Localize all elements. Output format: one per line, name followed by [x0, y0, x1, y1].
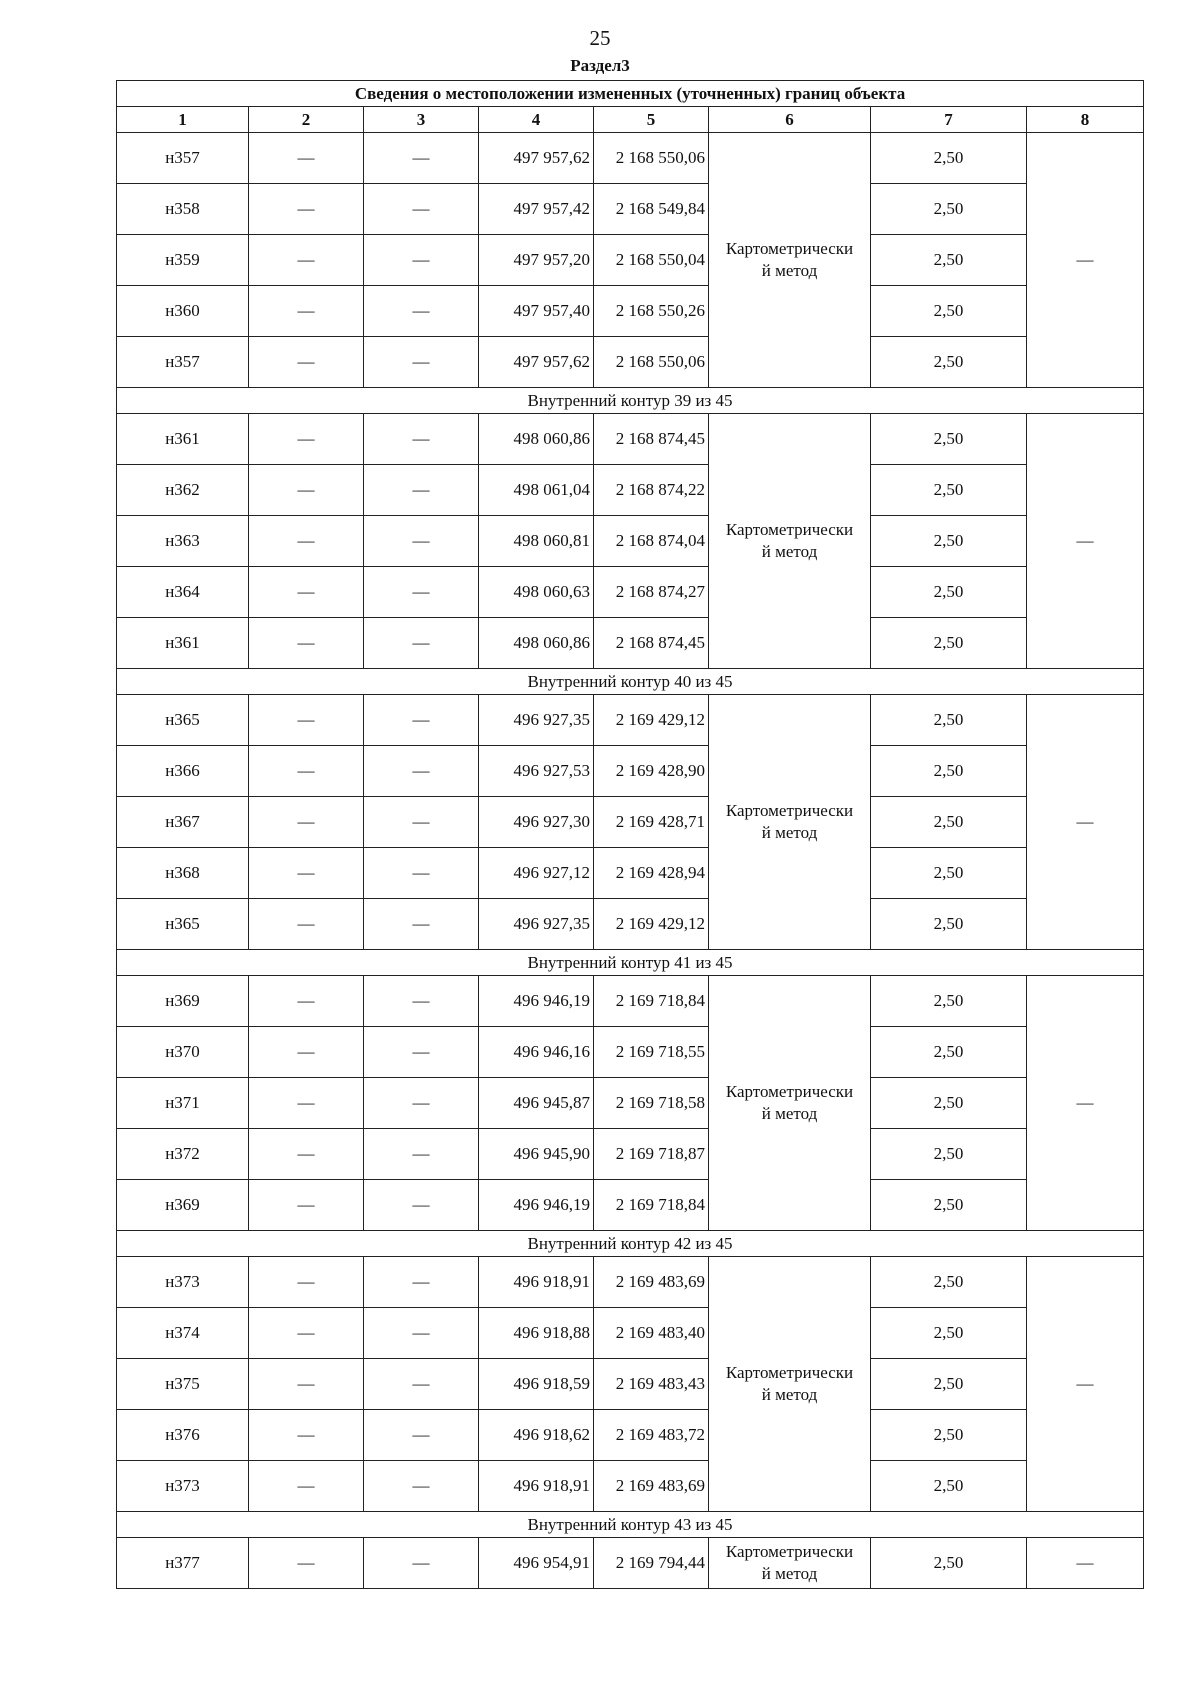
column-number: 6	[709, 107, 871, 133]
point-id-cell: н377	[117, 1538, 249, 1589]
x-coordinate-cell: 496 927,35	[479, 695, 594, 746]
column-number: 7	[871, 107, 1027, 133]
x-coordinate-cell: 496 927,35	[479, 899, 594, 950]
x-coordinate-cell: 496 918,91	[479, 1257, 594, 1308]
col2-cell: —	[249, 1078, 364, 1129]
y-coordinate-cell: 2 168 874,45	[594, 414, 709, 465]
y-coordinate-cell: 2 169 483,69	[594, 1461, 709, 1512]
col2-cell: —	[249, 1180, 364, 1231]
col3-cell: —	[364, 1129, 479, 1180]
col8-cell: —	[1027, 695, 1144, 950]
x-coordinate-cell: 497 957,42	[479, 184, 594, 235]
column-number: 1	[117, 107, 249, 133]
contour-header-row	[117, 950, 1144, 976]
col3-cell: —	[364, 618, 479, 669]
method-text-line: й метод	[761, 1564, 818, 1583]
y-coordinate-cell: 2 169 428,71	[594, 797, 709, 848]
x-coordinate-cell: 496 918,59	[479, 1359, 594, 1410]
accuracy-cell: 2,50	[871, 797, 1027, 848]
table-row	[117, 1410, 1144, 1461]
column-number: 3	[364, 107, 479, 133]
x-coordinate-cell: 496 946,19	[479, 1180, 594, 1231]
col3-cell: —	[364, 235, 479, 286]
table-row	[117, 414, 1144, 465]
accuracy-cell: 2,50	[871, 337, 1027, 388]
accuracy-cell: 2,50	[871, 976, 1027, 1027]
x-coordinate-cell: 496 927,30	[479, 797, 594, 848]
y-coordinate-cell: 2 169 428,90	[594, 746, 709, 797]
table-row	[117, 618, 1144, 669]
col8-cell: —	[1027, 414, 1144, 669]
method-text-line: й метод	[761, 823, 818, 842]
point-id-cell: н360	[117, 286, 249, 337]
accuracy-cell: 2,50	[871, 133, 1027, 184]
contour-label: Внутренний контур 39 из 45	[117, 388, 1144, 414]
point-id-cell: н359	[117, 235, 249, 286]
y-coordinate-cell: 2 168 874,04	[594, 516, 709, 567]
boundary-coordinates-table	[116, 80, 1144, 1589]
column-number-row	[117, 107, 1144, 133]
column-number: 5	[594, 107, 709, 133]
method-text-line: Картометрически	[725, 1082, 854, 1101]
point-id-cell: н361	[117, 414, 249, 465]
col2-cell: —	[249, 235, 364, 286]
column-number: 2	[249, 107, 364, 133]
y-coordinate-cell: 2 169 718,84	[594, 1180, 709, 1231]
col3-cell: —	[364, 414, 479, 465]
method-cell	[709, 133, 871, 388]
y-coordinate-cell: 2 169 483,43	[594, 1359, 709, 1410]
point-id-cell: н373	[117, 1461, 249, 1512]
column-number: 8	[1027, 107, 1144, 133]
accuracy-cell: 2,50	[871, 1461, 1027, 1512]
accuracy-cell: 2,50	[871, 899, 1027, 950]
accuracy-cell: 2,50	[871, 848, 1027, 899]
table-row	[117, 1180, 1144, 1231]
y-coordinate-cell: 2 169 483,72	[594, 1410, 709, 1461]
col2-cell: —	[249, 797, 364, 848]
contour-header-row	[117, 388, 1144, 414]
accuracy-cell: 2,50	[871, 235, 1027, 286]
point-id-cell: н371	[117, 1078, 249, 1129]
point-id-cell: н362	[117, 465, 249, 516]
y-coordinate-cell: 2 169 718,84	[594, 976, 709, 1027]
col3-cell: —	[364, 695, 479, 746]
x-coordinate-cell: 497 957,62	[479, 133, 594, 184]
method-cell	[709, 414, 871, 669]
point-id-cell: н357	[117, 337, 249, 388]
col3-cell: —	[364, 1078, 479, 1129]
x-coordinate-cell: 496 918,62	[479, 1410, 594, 1461]
col2-cell: —	[249, 1538, 364, 1589]
point-id-cell: н374	[117, 1308, 249, 1359]
method-text-line: й метод	[761, 542, 818, 561]
col3-cell: —	[364, 746, 479, 797]
x-coordinate-cell: 497 957,62	[479, 337, 594, 388]
col3-cell: —	[364, 899, 479, 950]
point-id-cell: н370	[117, 1027, 249, 1078]
method-text-line: Картометрически	[725, 239, 854, 258]
col3-cell: —	[364, 1027, 479, 1078]
y-coordinate-cell: 2 169 718,58	[594, 1078, 709, 1129]
x-coordinate-cell: 496 945,87	[479, 1078, 594, 1129]
method-text-line: Картометрически	[725, 1363, 854, 1382]
accuracy-cell: 2,50	[871, 746, 1027, 797]
x-coordinate-cell: 497 957,40	[479, 286, 594, 337]
method-text-line: Картометрически	[725, 520, 854, 539]
col2-cell: —	[249, 567, 364, 618]
col3-cell: —	[364, 1410, 479, 1461]
accuracy-cell: 2,50	[871, 184, 1027, 235]
y-coordinate-cell: 2 168 874,45	[594, 618, 709, 669]
contour-label: Внутренний контур 42 из 45	[117, 1231, 1144, 1257]
col2-cell: —	[249, 848, 364, 899]
col3-cell: —	[364, 337, 479, 388]
x-coordinate-cell: 496 927,53	[479, 746, 594, 797]
col3-cell: —	[364, 848, 479, 899]
col2-cell: —	[249, 695, 364, 746]
contour-label: Внутренний контур 41 из 45	[117, 950, 1144, 976]
col2-cell: —	[249, 899, 364, 950]
y-coordinate-cell: 2 168 550,06	[594, 133, 709, 184]
accuracy-cell: 2,50	[871, 567, 1027, 618]
col3-cell: —	[364, 567, 479, 618]
point-id-cell: н369	[117, 1180, 249, 1231]
method-text-line: й метод	[761, 1385, 818, 1404]
x-coordinate-cell: 496 918,91	[479, 1461, 594, 1512]
col2-cell: —	[249, 286, 364, 337]
y-coordinate-cell: 2 168 550,06	[594, 337, 709, 388]
table-row	[117, 797, 1144, 848]
col3-cell: —	[364, 976, 479, 1027]
table-row	[117, 1257, 1144, 1308]
col3-cell: —	[364, 286, 479, 337]
accuracy-cell: 2,50	[871, 618, 1027, 669]
col2-cell: —	[249, 337, 364, 388]
accuracy-cell: 2,50	[871, 286, 1027, 337]
col3-cell: —	[364, 184, 479, 235]
y-coordinate-cell: 2 169 483,40	[594, 1308, 709, 1359]
accuracy-cell: 2,50	[871, 1538, 1027, 1589]
col2-cell: —	[249, 1129, 364, 1180]
point-id-cell: н376	[117, 1410, 249, 1461]
table-row	[117, 516, 1144, 567]
table-row	[117, 695, 1144, 746]
col2-cell: —	[249, 516, 364, 567]
table-row	[117, 1538, 1144, 1589]
col3-cell: —	[364, 1461, 479, 1512]
point-id-cell: н357	[117, 133, 249, 184]
point-id-cell: н365	[117, 899, 249, 950]
col3-cell: —	[364, 1538, 479, 1589]
contour-label: Внутренний контур 43 из 45	[117, 1512, 1144, 1538]
point-id-cell: н367	[117, 797, 249, 848]
point-id-cell: н358	[117, 184, 249, 235]
col2-cell: —	[249, 133, 364, 184]
col2-cell: —	[249, 1308, 364, 1359]
x-coordinate-cell: 497 957,20	[479, 235, 594, 286]
col2-cell: —	[249, 976, 364, 1027]
col2-cell: —	[249, 1257, 364, 1308]
y-coordinate-cell: 2 168 550,26	[594, 286, 709, 337]
method-cell	[709, 1538, 871, 1589]
table-row	[117, 465, 1144, 516]
table-row	[117, 1129, 1144, 1180]
x-coordinate-cell: 496 945,90	[479, 1129, 594, 1180]
col2-cell: —	[249, 618, 364, 669]
column-number: 4	[479, 107, 594, 133]
table-row	[117, 337, 1144, 388]
accuracy-cell: 2,50	[871, 695, 1027, 746]
y-coordinate-cell: 2 168 874,27	[594, 567, 709, 618]
col2-cell: —	[249, 1027, 364, 1078]
y-coordinate-cell: 2 169 718,55	[594, 1027, 709, 1078]
y-coordinate-cell: 2 169 429,12	[594, 899, 709, 950]
contour-header-row	[117, 1512, 1144, 1538]
table-row	[117, 1027, 1144, 1078]
col3-cell: —	[364, 516, 479, 567]
col8-cell: —	[1027, 1538, 1144, 1589]
accuracy-cell: 2,50	[871, 1410, 1027, 1461]
accuracy-cell: 2,50	[871, 414, 1027, 465]
table-row	[117, 286, 1144, 337]
col2-cell: —	[249, 184, 364, 235]
method-text-line: Картометрически	[725, 801, 854, 820]
x-coordinate-cell: 496 946,19	[479, 976, 594, 1027]
table-row	[117, 567, 1144, 618]
x-coordinate-cell: 498 060,86	[479, 618, 594, 669]
col3-cell: —	[364, 1359, 479, 1410]
accuracy-cell: 2,50	[871, 1027, 1027, 1078]
y-coordinate-cell: 2 169 429,12	[594, 695, 709, 746]
x-coordinate-cell: 498 060,81	[479, 516, 594, 567]
col2-cell: —	[249, 1410, 364, 1461]
col8-cell: —	[1027, 133, 1144, 388]
accuracy-cell: 2,50	[871, 465, 1027, 516]
y-coordinate-cell: 2 168 549,84	[594, 184, 709, 235]
method-text-line: Картометрически	[725, 1542, 854, 1561]
table-row	[117, 1308, 1144, 1359]
point-id-cell: н373	[117, 1257, 249, 1308]
x-coordinate-cell: 498 060,63	[479, 567, 594, 618]
table-row	[117, 976, 1144, 1027]
table-row	[117, 235, 1144, 286]
col3-cell: —	[364, 797, 479, 848]
section-label: Раздел3	[570, 56, 630, 75]
x-coordinate-cell: 496 954,91	[479, 1538, 594, 1589]
point-id-cell: н369	[117, 976, 249, 1027]
table-row	[117, 1461, 1144, 1512]
accuracy-cell: 2,50	[871, 1359, 1027, 1410]
col2-cell: —	[249, 746, 364, 797]
method-cell	[709, 976, 871, 1231]
col3-cell: —	[364, 1308, 479, 1359]
col3-cell: —	[364, 1257, 479, 1308]
point-id-cell: н361	[117, 618, 249, 669]
table-body	[117, 133, 1144, 1589]
col2-cell: —	[249, 465, 364, 516]
point-id-cell: н368	[117, 848, 249, 899]
table-row	[117, 1359, 1144, 1410]
col2-cell: —	[249, 1359, 364, 1410]
x-coordinate-cell: 496 946,16	[479, 1027, 594, 1078]
col3-cell: —	[364, 133, 479, 184]
col2-cell: —	[249, 414, 364, 465]
y-coordinate-cell: 2 168 874,22	[594, 465, 709, 516]
table-row	[117, 899, 1144, 950]
col8-cell: —	[1027, 976, 1144, 1231]
col3-cell: —	[364, 1180, 479, 1231]
y-coordinate-cell: 2 169 718,87	[594, 1129, 709, 1180]
x-coordinate-cell: 498 061,04	[479, 465, 594, 516]
table-row	[117, 1078, 1144, 1129]
table-caption: Сведения о местоположении измененных (уточненных) границ объекта	[117, 81, 1144, 107]
col2-cell: —	[249, 1461, 364, 1512]
y-coordinate-cell: 2 168 550,04	[594, 235, 709, 286]
y-coordinate-cell: 2 169 428,94	[594, 848, 709, 899]
table-row	[117, 848, 1144, 899]
accuracy-cell: 2,50	[871, 1078, 1027, 1129]
point-id-cell: н365	[117, 695, 249, 746]
x-coordinate-cell: 496 927,12	[479, 848, 594, 899]
point-id-cell: н366	[117, 746, 249, 797]
x-coordinate-cell: 498 060,86	[479, 414, 594, 465]
y-coordinate-cell: 2 169 794,44	[594, 1538, 709, 1589]
point-id-cell: н375	[117, 1359, 249, 1410]
x-coordinate-cell: 496 918,88	[479, 1308, 594, 1359]
table-row	[117, 746, 1144, 797]
table-row	[117, 184, 1144, 235]
contour-header-row	[117, 1231, 1144, 1257]
table-row	[117, 133, 1144, 184]
method-text-line: й метод	[761, 1104, 818, 1123]
col8-cell: —	[1027, 1257, 1144, 1512]
point-id-cell: н363	[117, 516, 249, 567]
accuracy-cell: 2,50	[871, 1308, 1027, 1359]
accuracy-cell: 2,50	[871, 1180, 1027, 1231]
y-coordinate-cell: 2 169 483,69	[594, 1257, 709, 1308]
method-cell	[709, 1257, 871, 1512]
col3-cell: —	[364, 465, 479, 516]
accuracy-cell: 2,50	[871, 1257, 1027, 1308]
accuracy-cell: 2,50	[871, 516, 1027, 567]
method-text-line: й метод	[761, 261, 818, 280]
page-number: 25	[589, 26, 611, 50]
contour-header-row	[117, 669, 1144, 695]
method-cell	[709, 695, 871, 950]
point-id-cell: н372	[117, 1129, 249, 1180]
point-id-cell: н364	[117, 567, 249, 618]
accuracy-cell: 2,50	[871, 1129, 1027, 1180]
contour-label: Внутренний контур 40 из 45	[117, 669, 1144, 695]
